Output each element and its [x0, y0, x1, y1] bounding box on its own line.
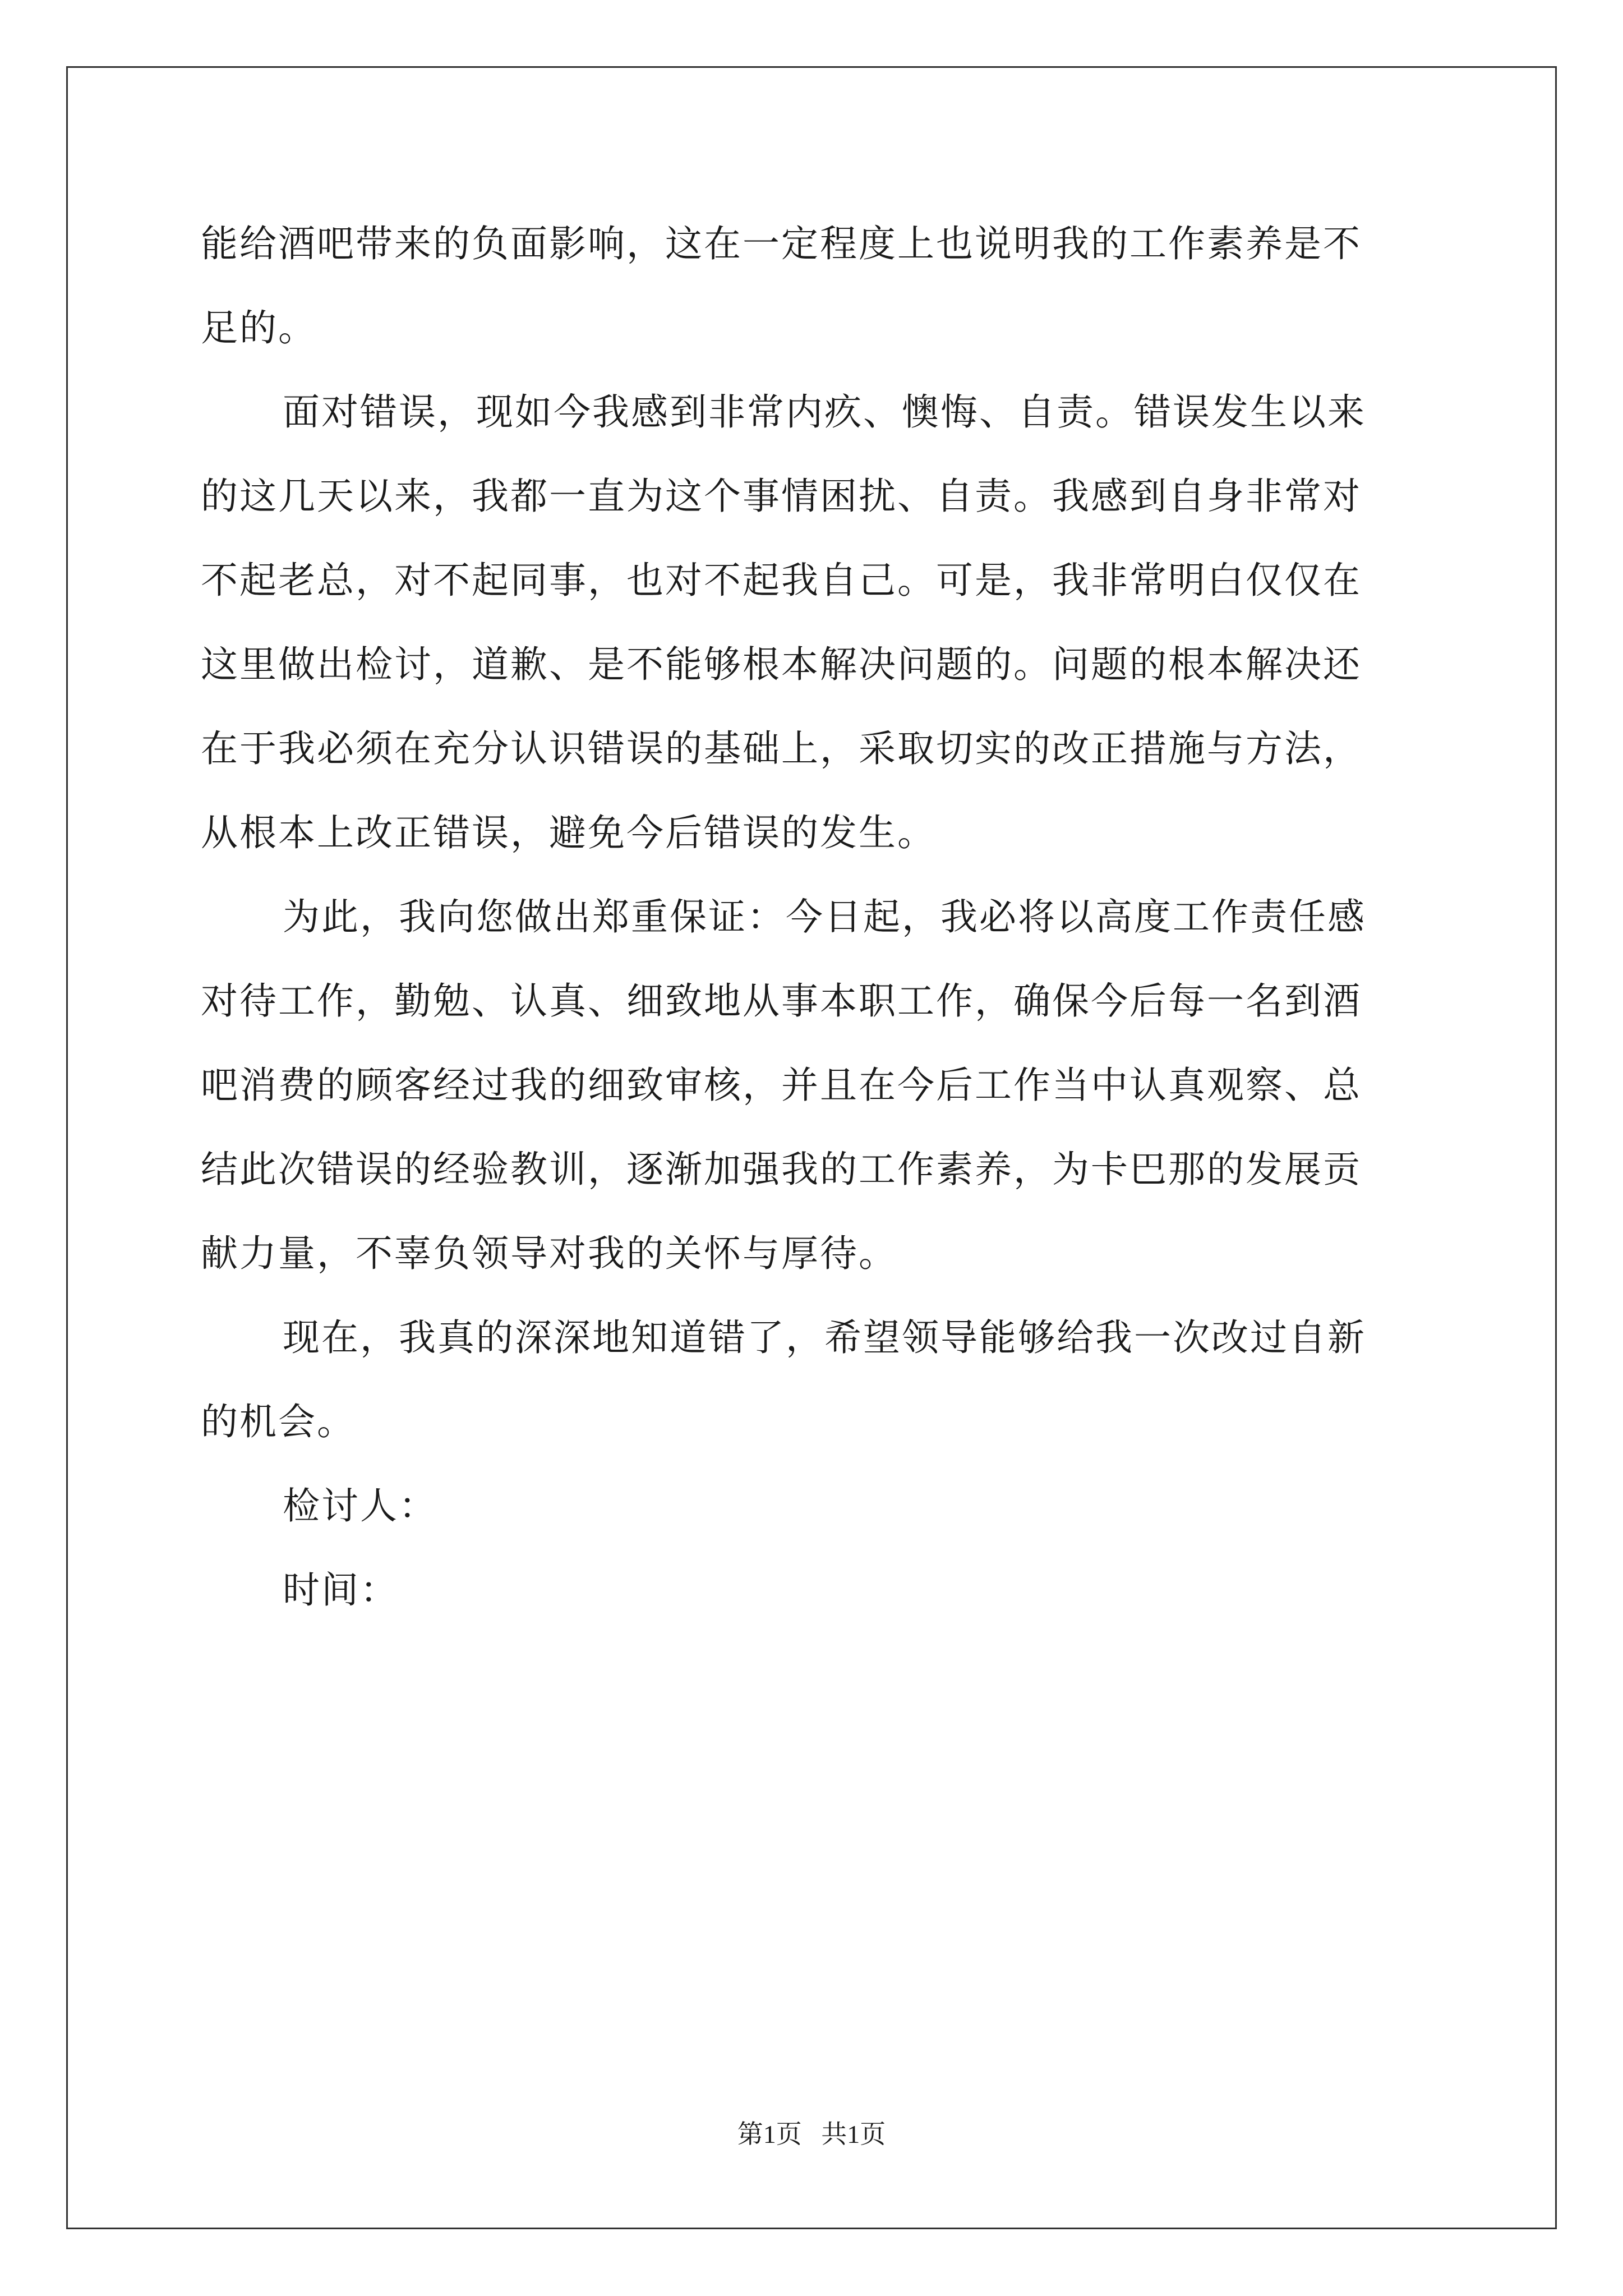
text-line: 现在，我真的深深地知道错了，希望领导能够给我一次改过自新	[283, 1316, 1366, 1359]
text-line: 的这几天以来，我都一直为这个事情困扰、自责。我感到自身非常对	[201, 475, 1362, 518]
text-line: 在于我必须在充分认识错误的基础上，采取切实的改正措施与方法，	[201, 727, 1362, 770]
text-line: 的机会。	[201, 1400, 356, 1443]
text-line: 为此，我向您做出郑重保证：今日起，我必将以高度工作责任感	[283, 895, 1366, 938]
text-line: 从根本上改正错误，避免今后错误的发生。	[201, 811, 936, 854]
text-line: 足的。	[201, 306, 317, 349]
text-line: 对待工作，勤勉、认真、细致地从事本职工作，确保今后每一名到酒	[201, 979, 1362, 1023]
date-label: 时间：	[283, 1568, 399, 1612]
text-line: 吧消费的顾客经过我的细致审核，并且在今后工作当中认真观察、总	[201, 1064, 1362, 1107]
page-number: 第1页 共1页	[737, 2120, 886, 2148]
text-line: 献力量，不辜负领导对我的关怀与厚待。	[201, 1232, 897, 1275]
text-line: 这里做出检讨，道歉、是不能够根本解决问题的。问题的根本解决还	[201, 643, 1362, 686]
document-body	[201, 202, 1435, 1632]
text-line: 结此次错误的经验教训，逐渐加强我的工作素养，为卡巴那的发展贡	[201, 1148, 1362, 1191]
text-line: 能给酒吧带来的负面影响，这在一定程度上也说明我的工作素养是不	[201, 222, 1362, 265]
text-line: 不起老总，对不起同事，也对不起我自己。可是，我非常明白仅仅在	[201, 559, 1362, 602]
text-line: 面对错误，现如今我感到非常内疚、懊悔、自责。错误发生以来	[283, 390, 1366, 434]
signer-label: 检讨人：	[283, 1484, 437, 1527]
